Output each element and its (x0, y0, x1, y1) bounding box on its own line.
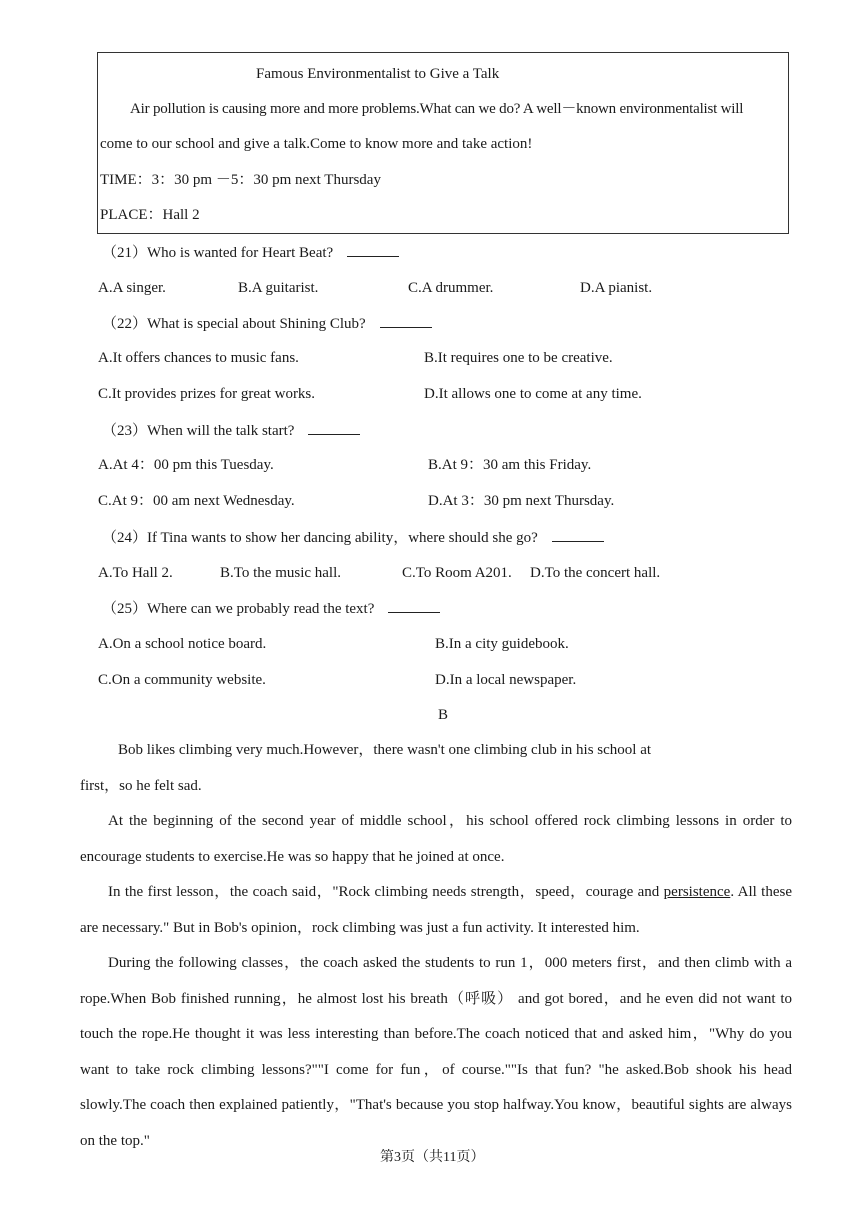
passage-p2-text: At the beginning of the second year of middle school，his school offered rock climbing lessons in order to encourage students to exercise.He was so happy that he joined at once. (80, 813, 792, 865)
option[interactable]: C.To Room A201. (402, 565, 512, 581)
notice-line-2: come to our school and give a talk.Come to know more and take action! (100, 136, 533, 152)
passage-p1-line1: Bob likes climbing very much.However，there wasn't one climbing club in his school at (118, 742, 652, 758)
notice-place: PLACE：Hall 2 (100, 207, 200, 223)
notice-line-1: Air pollution is causing more and more problems.What can we do? A well－known environmentalist will (130, 101, 744, 117)
question-23 (102, 420, 360, 441)
passage-p4-text: During the following classes，the coach asked the students to run 1，000 meters first，and then climb with a rope.When Bob finished running，he almost lost his breath（呼吸） and got bored，and he even did not want to touch the rope.He thought it was less interesting than before.The coach noticed that and asked him，"Why do you want to take rock climbing lessons?""I come for fun，of course.""Is that fun? "he asked.Bob shook his head slowly.The coach then explained patiently，"That's because you stop halfway.You know，beautiful sights are always on the top." (80, 955, 792, 1149)
option[interactable]: A.On a school notice board. (98, 636, 267, 652)
option[interactable]: D.At 3：30 pm next Thursday. (428, 493, 615, 509)
question-stem: （22）What is special about Shining Club? (102, 316, 366, 332)
option[interactable]: B.At 9：30 am this Friday. (428, 457, 592, 473)
answer-blank[interactable] (347, 242, 399, 257)
question-24 (102, 527, 604, 548)
answer-blank[interactable] (388, 598, 440, 613)
option[interactable]: A.A singer. (98, 280, 166, 296)
passage-p4 (80, 946, 792, 1159)
option[interactable]: A.To Hall 2. (98, 565, 173, 581)
option[interactable]: A.At 4：00 pm this Tuesday. (98, 457, 274, 473)
passage-p1-line2: first，so he felt sad. (80, 778, 202, 794)
option[interactable]: A.It offers chances to music fans. (98, 350, 299, 366)
section-label: B (438, 707, 449, 723)
answer-blank[interactable] (380, 313, 432, 328)
question-stem: （21）Who is wanted for Heart Beat? (102, 245, 334, 261)
passage-p3 (80, 875, 792, 946)
option[interactable]: B.In a city guidebook. (435, 636, 569, 652)
option[interactable]: C.It provides prizes for great works. (98, 386, 316, 402)
option[interactable]: B.It requires one to be creative. (424, 350, 613, 366)
question-25 (102, 598, 440, 619)
option[interactable]: D.It allows one to come at any time. (424, 386, 642, 402)
option[interactable]: B.To the music hall. (220, 565, 342, 581)
answer-blank[interactable] (308, 420, 360, 435)
option[interactable]: D.To the concert hall. (530, 565, 661, 581)
question-22 (102, 313, 432, 334)
option[interactable]: D.A pianist. (580, 280, 653, 296)
question-21 (102, 242, 399, 263)
option[interactable]: D.In a local newspaper. (435, 672, 577, 688)
passage-p2 (80, 804, 792, 875)
question-stem: （25）Where can we probably read the text? (102, 601, 375, 617)
option[interactable]: B.A guitarist. (238, 280, 319, 296)
notice-time: TIME：3：30 pm －5：30 pm next Thursday (100, 172, 381, 188)
page-footer: 第3页（共11页） (380, 1150, 485, 1165)
passage-p3-text: In the first lesson，the coach said，"Rock climbing needs strength，speed，courage and (108, 884, 664, 900)
option[interactable]: C.On a community website. (98, 672, 266, 688)
passage-p3-text-end: . All these are necessary." But in Bob's opinion，rock climbing was just a fun activity. It interested him. (80, 884, 792, 936)
notice-title: Famous Environmentalist to Give a Talk (256, 66, 500, 82)
answer-blank[interactable] (552, 527, 604, 542)
underlined-word: persistence (663, 884, 731, 900)
option[interactable]: C.At 9：00 am next Wednesday. (98, 493, 295, 509)
question-stem: （24）If Tina wants to show her dancing ability，where should she go? (102, 530, 538, 546)
option[interactable]: C.A drummer. (408, 280, 494, 296)
question-stem: （23）When will the talk start? (102, 423, 295, 439)
